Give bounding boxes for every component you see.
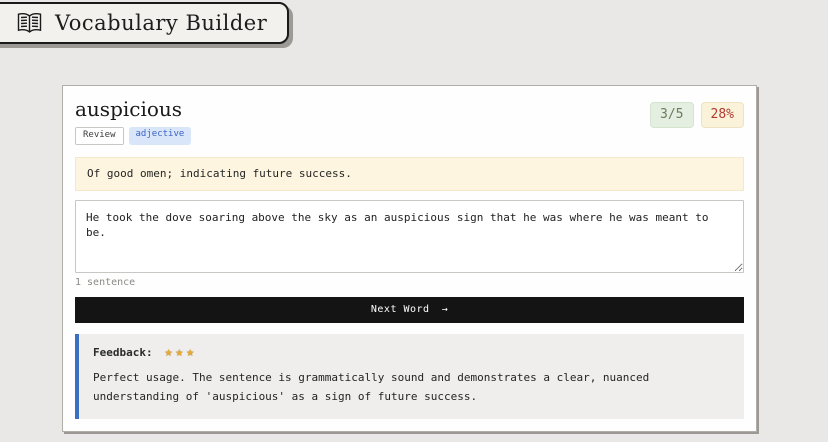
feedback-text: Perfect usage. The sentence is grammatically sound and demonstrates a clear, nuanced understanding of 'auspicious' as a sign of future success. — [93, 371, 650, 403]
part-of-speech-badge: adjective — [129, 127, 192, 145]
status-badge: Review — [75, 127, 124, 145]
definition-box: Of good omen; indicating future success. — [75, 157, 744, 191]
next-word-button-label: Next Word — [370, 304, 430, 316]
badge-row — [75, 127, 191, 145]
score-row — [650, 102, 744, 128]
accuracy-badge: 28% — [701, 102, 744, 128]
progress-badge: 3/5 — [650, 102, 693, 128]
card-header — [75, 98, 744, 145]
star-rating-icons: ★★★ — [164, 345, 198, 361]
feedback-label: Feedback: — [93, 346, 153, 360]
feedback-header — [93, 345, 730, 360]
word-block — [75, 98, 191, 145]
arrow-right-icon: → — [441, 304, 449, 316]
open-book-icon — [16, 12, 43, 34]
feedback-panel — [75, 334, 744, 419]
sentence-input[interactable] — [75, 200, 744, 273]
page-title: Vocabulary Builder — [55, 11, 268, 35]
word-card — [62, 85, 757, 432]
next-word-button[interactable] — [75, 297, 744, 323]
app-header — [0, 2, 289, 44]
vocabulary-word: auspicious — [75, 97, 183, 121]
sentence-count-label: 1 sentence — [75, 277, 136, 289]
